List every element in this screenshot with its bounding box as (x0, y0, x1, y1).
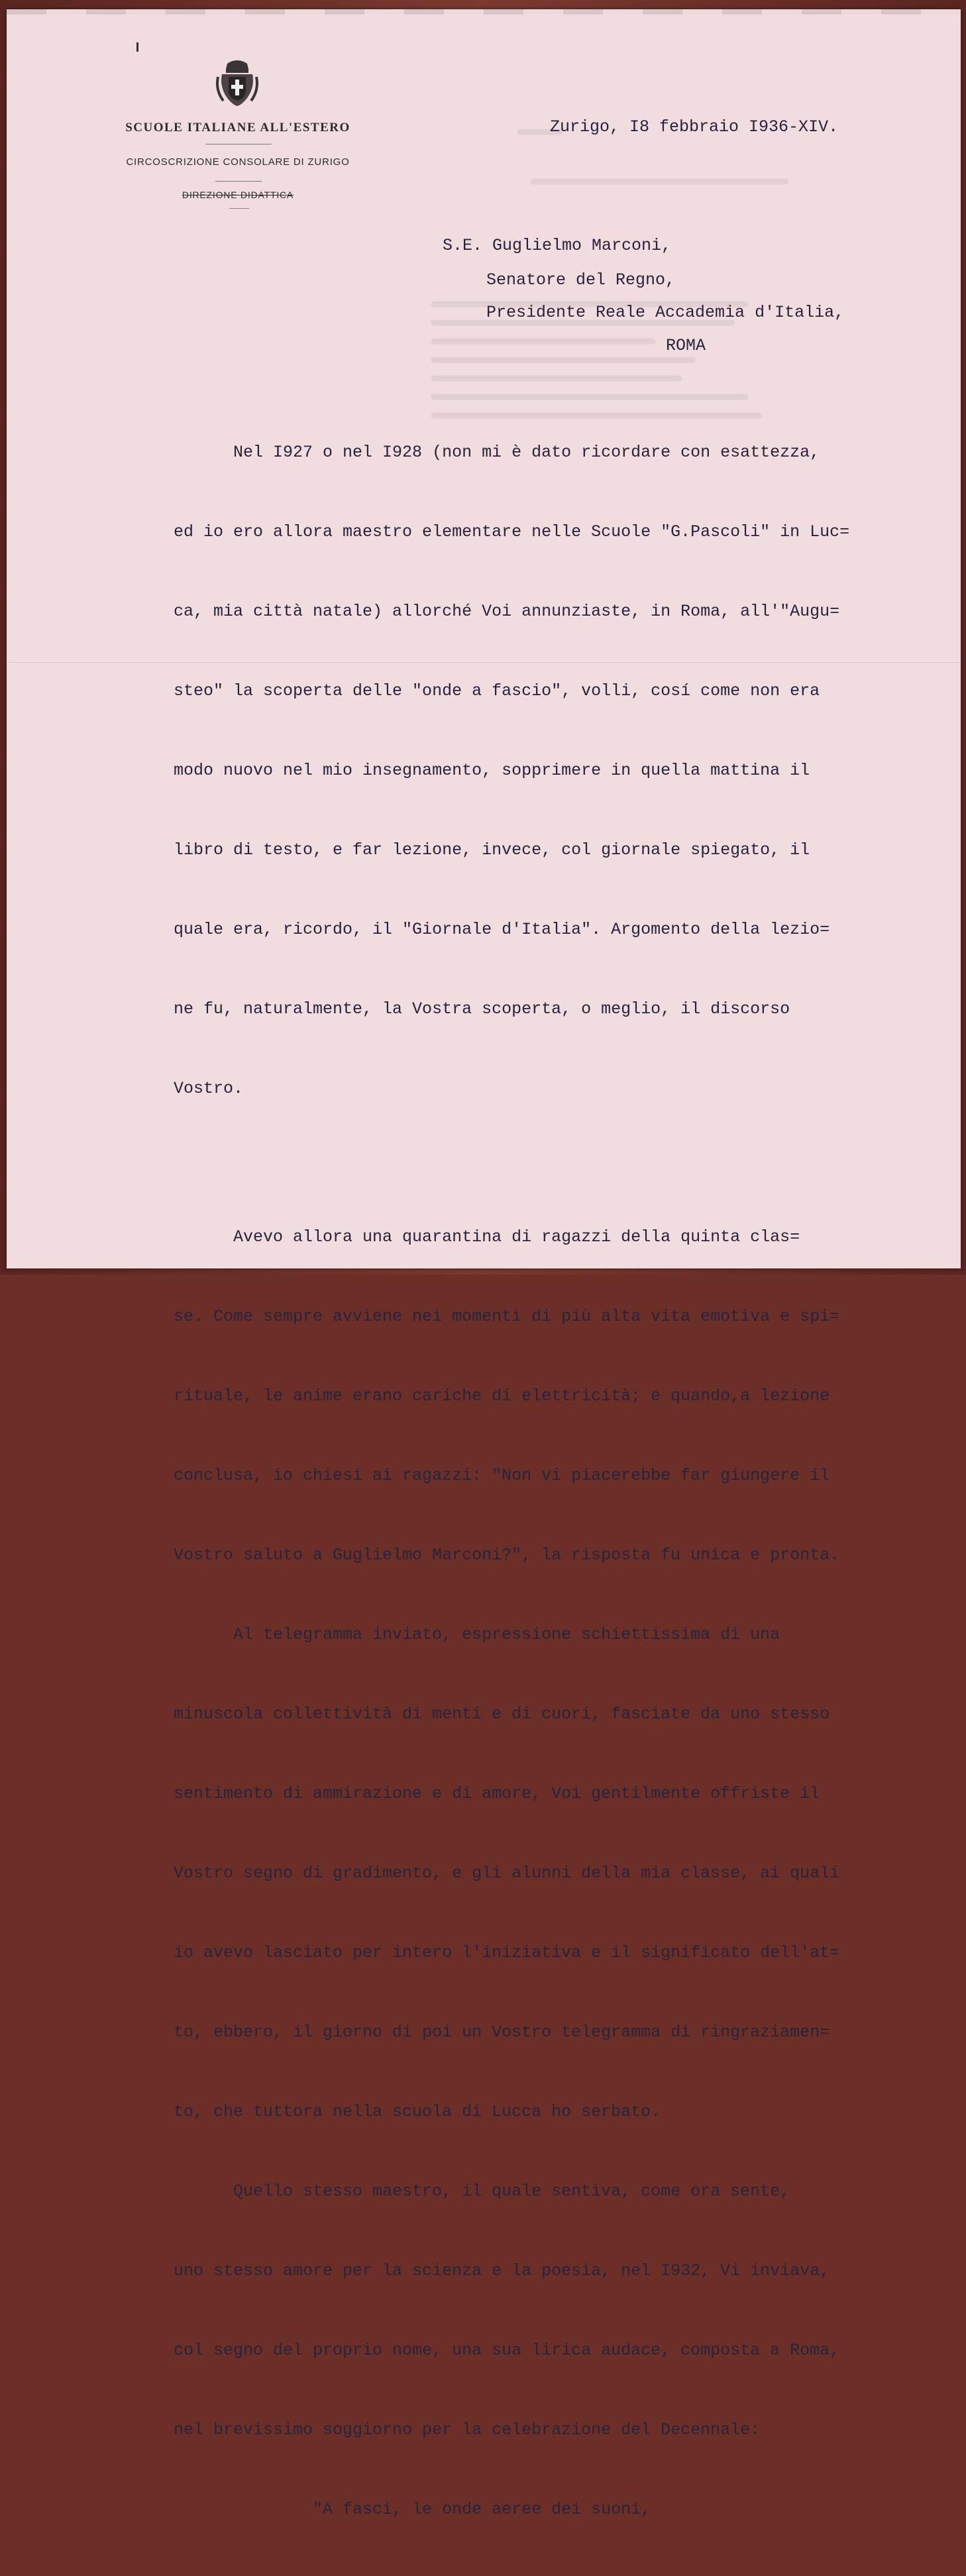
recipient-line: Senatore del Regno, (486, 270, 676, 290)
body-line: quale era, ricordo, il "Giornale d'Italia". Argomento della lezio= (174, 920, 830, 939)
letterhead-title: SCUOLE ITALIANE ALL'ESTERO (125, 121, 350, 135)
body-line: conclusa, io chiesi ai ragazzi: "Non vi piacerebbe far giungere il (174, 1466, 830, 1485)
body-line: Quello stesso maestro, il quale sentiva, come ora sente, (174, 2182, 790, 2201)
body-line: nel brevissimo soggiorno per la celebrazione del Decennale: (174, 2420, 761, 2439)
body-line: uno stesso amore per la scienza e la poesia, nel I932, Vi inviava, (174, 2261, 830, 2280)
body-line: Vostro saluto a Guglielmo Marconi?", la risposta fu unica e pronta. (174, 1545, 840, 1565)
body-line: ed io ero allora maestro elementare nelle Scuole "G.Pascoli" in Luc= (174, 522, 850, 541)
letterhead-divider (229, 208, 249, 209)
page-top-edge (7, 9, 961, 15)
letter-page (7, 9, 961, 2519)
letter-body (174, 386, 849, 2576)
ink-mark (136, 42, 138, 52)
recipient-line: ROMA (666, 336, 706, 355)
letterhead-divider (215, 181, 262, 182)
body-line: se. Come sempre avviene nei momenti di più alta vita emotiva e spi= (174, 1307, 840, 1326)
body-line: to, che tuttora nella scuola di Lucca ho serbato. (174, 2102, 661, 2121)
body-line: col segno del proprio nome, una sua lirica audace, composta a Roma, (174, 2341, 840, 2360)
body-line: "A fasci, le onde aeree dei suoni, (174, 2500, 651, 2519)
body-line: modo nuovo nel mio insegnamento, sopprimere in quella mattina il (174, 761, 810, 780)
body-line: rituale, le anime erano cariche di elettricità; e quando,a lezione (174, 1386, 830, 1406)
body-line: ne fu, naturalmente, la Vostra scoperta, o meglio, il discorso (174, 999, 790, 1019)
body-line: libro di testo, e far lezione, invece, col giornale spiegato, il (174, 840, 810, 860)
body-line: Nel I927 o nel I928 (non mi è dato ricordare con esattezza, (174, 443, 820, 462)
coat-of-arms-icon (214, 57, 260, 110)
date-line: Zurigo, I8 febbraio I936-XIV. (550, 117, 839, 137)
body-line: Al telegramma inviato, espressione schiettissima di una (174, 1625, 780, 1644)
body-line: io avevo lasciato per intero l'iniziativa e il significato dell'at= (174, 1943, 840, 1962)
letterhead-department: DIREZIONE DIDATTICA (182, 190, 294, 200)
letterhead-subtitle: CIRCOSCRIZIONE CONSOLARE DI ZURIGO (126, 156, 350, 168)
recipient-line: Presidente Reale Accademia d'Italia, (486, 303, 845, 322)
body-line: ca, mia città natale) allorché Voi annunziaste, in Roma, all'"Augu= (174, 602, 840, 621)
body-line: Avevo allora una quarantina di ragazzi della quinta clas= (174, 1227, 800, 1247)
body-line: sentimento di ammirazione e di amore, Voi gentilmente offriste il (174, 1784, 820, 1803)
body-line: steo" la scoperta delle "onde a fascio", volli, cosí come non era (174, 681, 820, 700)
recipient-line: S.E. Guglielmo Marconi, (443, 236, 672, 255)
body-line: to, ebbero, il giorno di poi un Vostro telegramma di ringraziamen= (174, 2023, 830, 2042)
body-line (174, 1155, 849, 1171)
body-line: Vostro segno di gradimento, e gli alunni della mia classe, ai quali (174, 1864, 840, 1883)
body-line: Vostro. (174, 1079, 244, 1098)
body-line: minuscola collettività di menti e di cuori, fasciate da uno stesso (174, 1705, 830, 1724)
